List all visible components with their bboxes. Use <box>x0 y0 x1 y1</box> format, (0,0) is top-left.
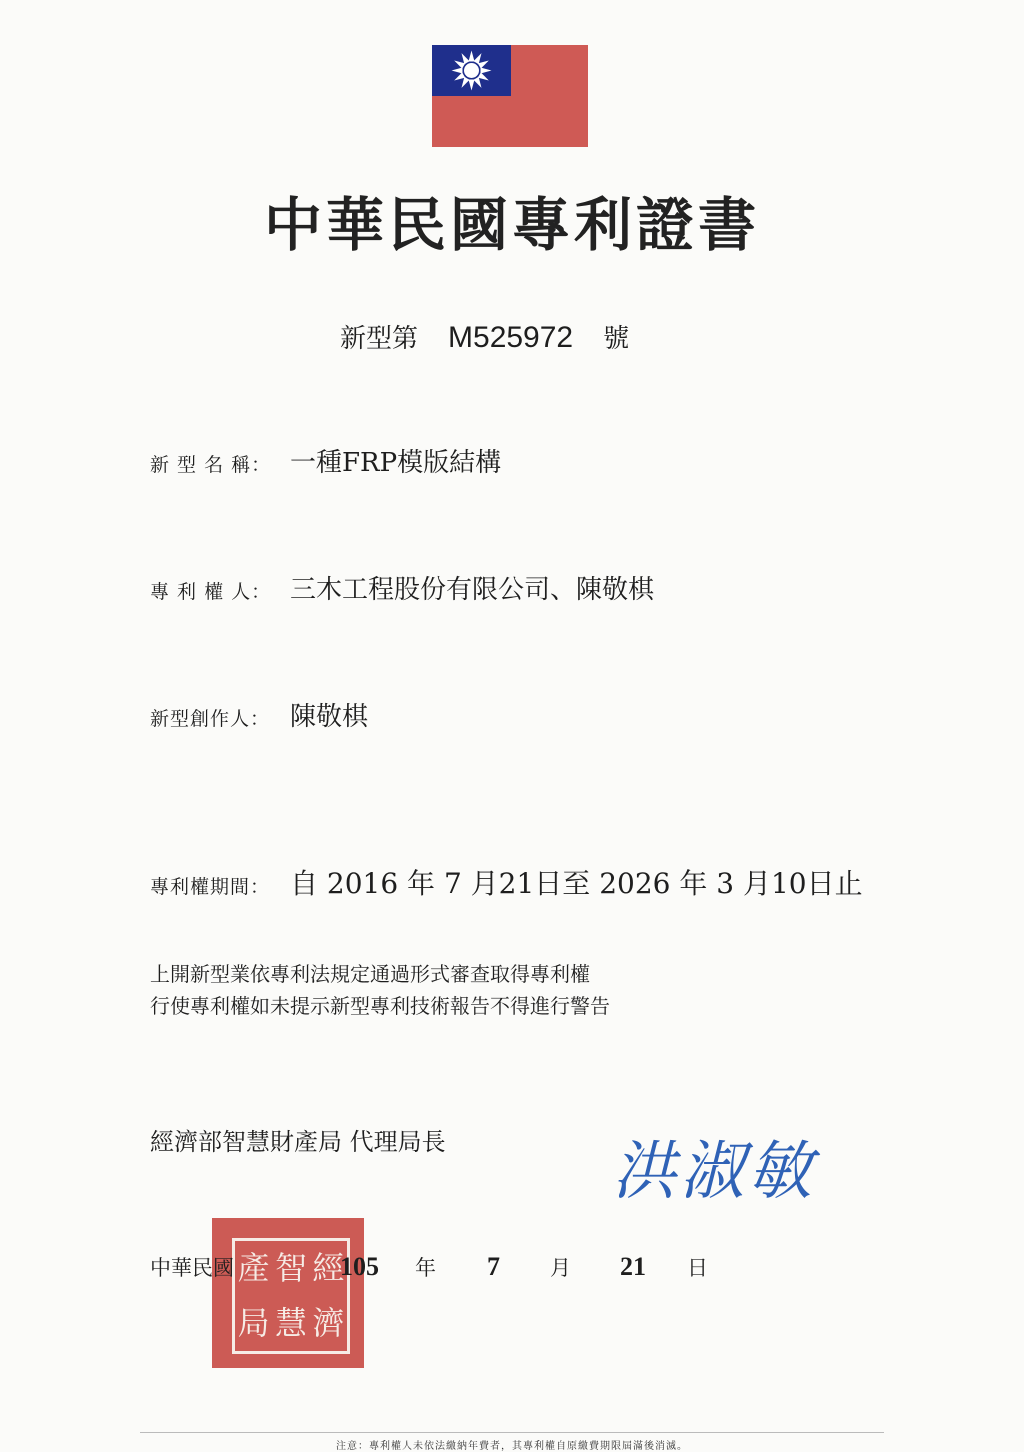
name-value: 一種FRP模版結構 <box>290 448 502 478</box>
day-unit: 日 <box>687 1256 708 1280</box>
issue-month: 7 <box>487 1252 500 1281</box>
issuing-agency: 經濟部智慧財產局 代理局長 <box>150 1128 446 1156</box>
notice-line-1: 上開新型業依專利法規定通過形式審查取得專利權 <box>150 962 590 986</box>
patent-term-row <box>150 862 863 902</box>
number-prefix: 新型第 <box>340 324 419 354</box>
patent-number: M525972 <box>448 321 574 354</box>
footer-divider <box>140 1432 884 1433</box>
utility-model-name-row <box>150 442 501 479</box>
creator-row <box>150 696 368 733</box>
notice-line-2: 行使專利權如未提示新型專利技術報告不得進行警告 <box>150 994 610 1018</box>
issue-day: 21 <box>620 1252 646 1281</box>
holder-label: 專 利 權 人： <box>150 581 272 603</box>
seal-char: 慧 <box>274 1304 307 1342</box>
patent-holder-row <box>150 569 654 606</box>
certificate-title: 中華民國專利證書 <box>263 191 760 259</box>
year-unit: 年 <box>415 1256 436 1280</box>
footer-note: 注意：專利權人未依法繳納年費者，其專利權自原繳費期限屆滿後消滅。 <box>336 1441 688 1452</box>
official-seal <box>212 1218 364 1368</box>
certificate-number-line <box>340 318 629 355</box>
seal-char: 局 <box>237 1304 270 1342</box>
creator-value: 陳敬棋 <box>290 702 369 732</box>
name-label: 新 型 名 稱： <box>150 454 272 476</box>
seal-char: 產 <box>237 1249 270 1287</box>
director-signature: 洪淑敏 <box>612 1135 816 1209</box>
creator-label: 新型創作人： <box>150 708 271 730</box>
month-unit: 月 <box>550 1256 571 1280</box>
national-flag <box>432 45 588 147</box>
issue-year: 105 <box>340 1252 379 1281</box>
number-suffix: 號 <box>603 324 630 354</box>
seal-char: 濟 <box>312 1304 345 1342</box>
term-label: 專利權期間： <box>150 876 271 898</box>
term-value: 自 2016 年 7 月21日至 2026 年 3 月10日止 <box>290 867 863 900</box>
white-sun-icon <box>432 45 511 96</box>
seal-char: 經 <box>312 1249 345 1287</box>
seal-char: 智 <box>274 1249 307 1287</box>
era-label: 中華民國 <box>150 1256 234 1280</box>
holder-value: 三木工程股份有限公司、陳敬棋 <box>290 575 655 605</box>
flag-canton <box>432 45 511 96</box>
issue-date-row <box>150 1252 750 1292</box>
